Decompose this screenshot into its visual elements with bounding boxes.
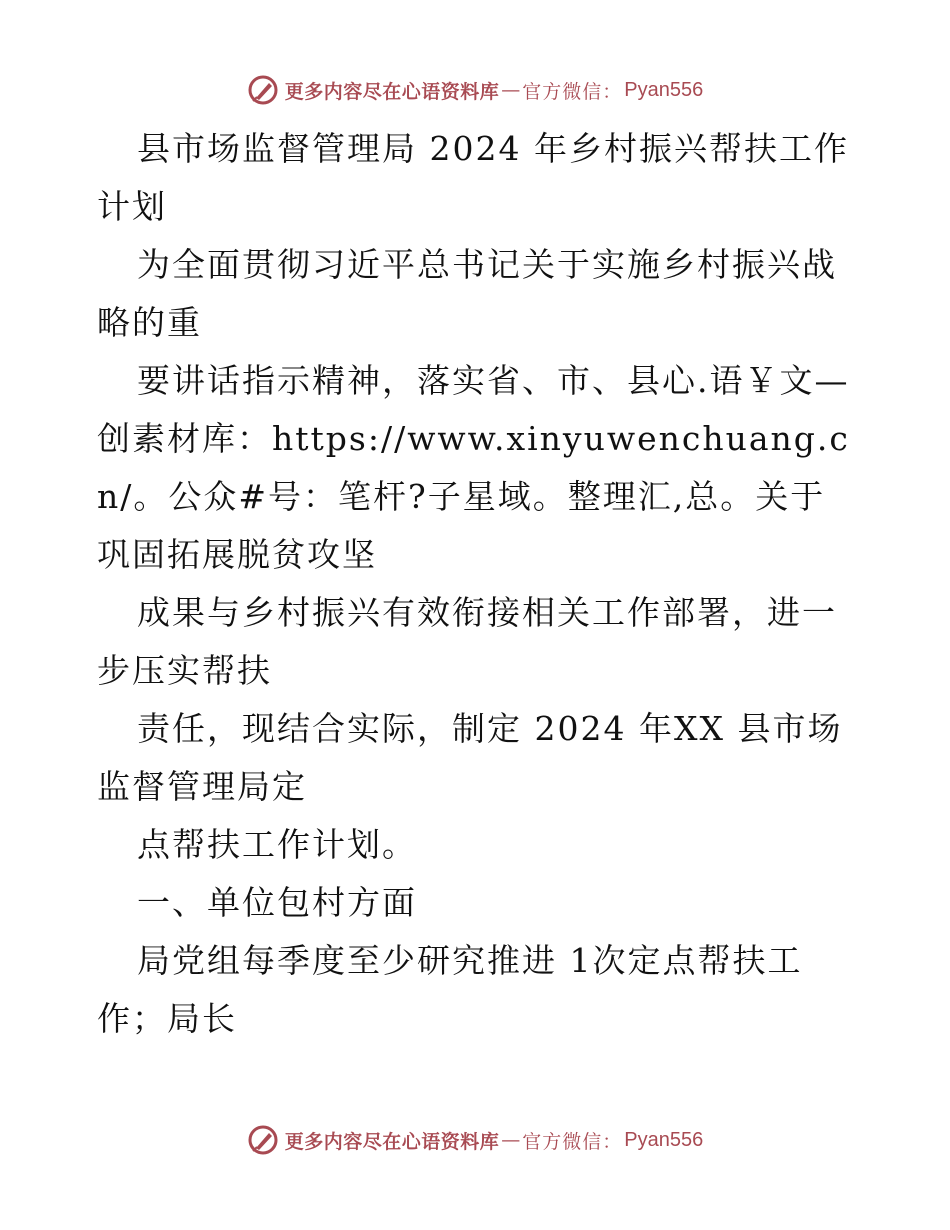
paragraph-title: 县市场监督管理局 2024 年乡村振兴帮扶工作计划 [97,129,849,226]
banner-wechat-id: Pyan556 [624,78,704,101]
banner-separator: — [501,1129,521,1151]
paragraph: 局党组每季度至少研究推进 1次定点帮扶工作；局长 [97,941,803,1038]
banner-brand-text: 更多内容尽在心语资料库 [284,80,500,103]
banner-wechat-label: 官方微信： [522,1130,623,1153]
paragraph: 为全面贯彻习近平总书记关于实施乡村振兴战略的重 [97,245,837,342]
paragraph: 要讲话指示精神，落实省、市、县心.语￥文—创素材库：https://www.xinyuwenchuang.cn/。公众#号：笔杆?子星域。整理汇,总。关于巩固拓展脱贫攻坚 [97,361,850,574]
banner-brand-text: 更多内容尽在心语资料库 [284,1130,500,1153]
banner-wechat-id: Pyan556 [624,1128,704,1151]
section-heading: 一、单位包村方面 [137,883,417,922]
paragraph: 责任，现结合实际，制定 2024 年XX 县市场监督管理局定 [97,709,843,806]
header-banner [0,70,950,110]
banner-wechat-label: 官方微信： [522,80,623,103]
paragraph: 成果与乡村振兴有效衔接相关工作部署，进一步压实帮扶 [97,593,837,690]
banner-separator: — [501,79,521,101]
footer-banner [0,1120,950,1160]
quill-logo-icon [247,74,279,106]
quill-logo-icon [247,1124,279,1156]
paragraph: 点帮扶工作计划。 [137,825,417,864]
document-body [97,120,857,1048]
